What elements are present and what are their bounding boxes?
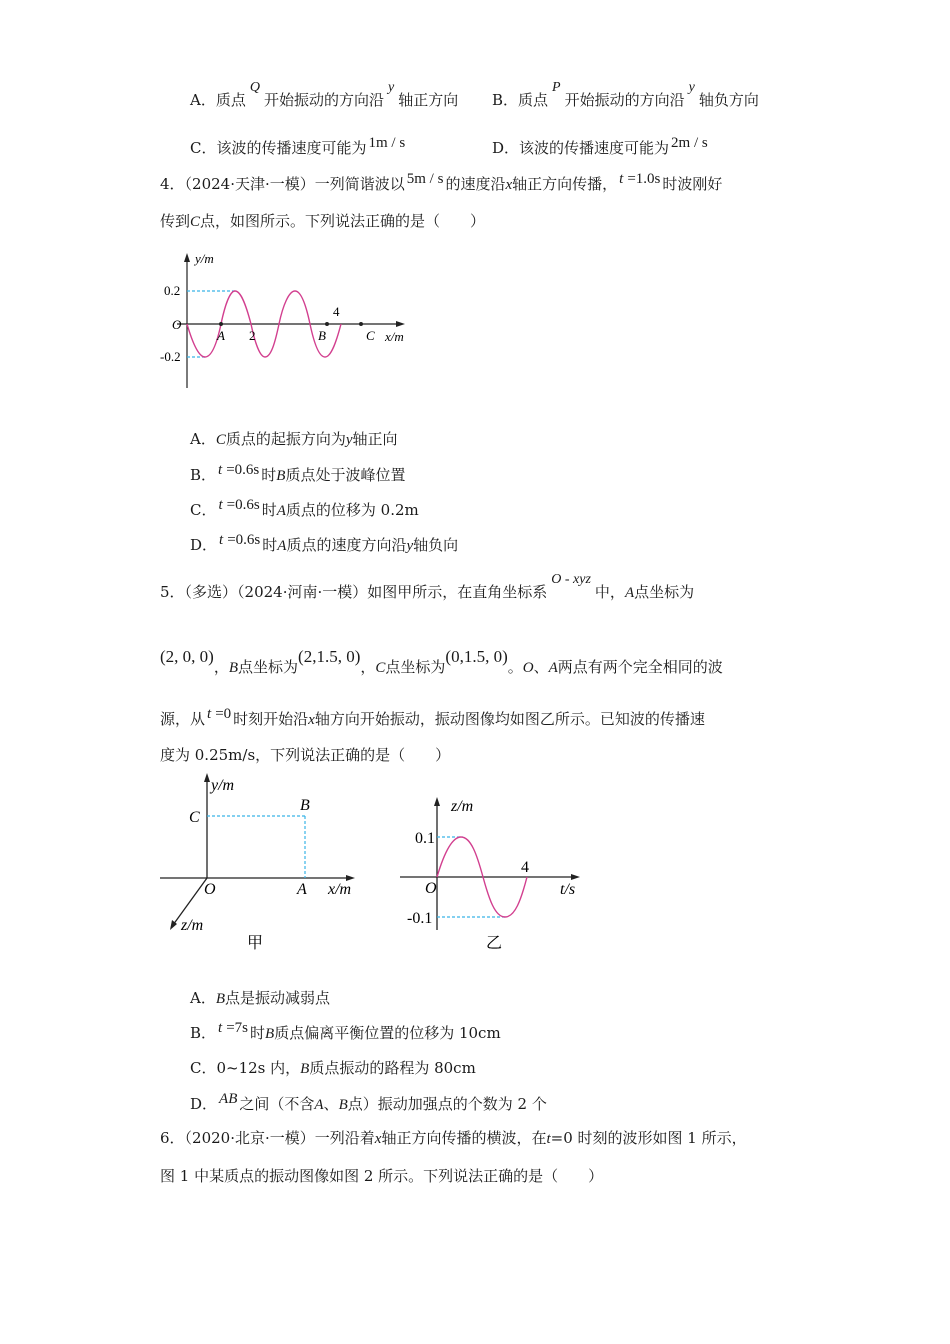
q5-figure-jia <box>155 770 370 955</box>
q3-option-c: C．该波的传播速度可能为 1m / s <box>190 135 406 157</box>
q4-stem-line2: 传到C点，如图所示。下列说法正确的是（ ） <box>160 212 486 230</box>
y-tick-pos: 0.2 <box>164 283 181 298</box>
point-c-label: C <box>366 328 375 343</box>
x-tick-4: 4 <box>333 304 340 319</box>
point-a-label: A <box>217 328 225 343</box>
y-tick-neg: -0.2 <box>160 349 181 364</box>
y-tick-pos: 0.1 <box>415 830 435 847</box>
z-axis-label: z/m <box>181 917 204 934</box>
caption-jia: 甲 <box>247 935 264 952</box>
q4-option-a: A．C质点的起振方向为y轴正向 <box>190 430 398 448</box>
q5-option-d: D． AB 之间（不含A、B点）振动加强点的个数为 2 个 <box>190 1091 547 1113</box>
caption-yi: 乙 <box>486 935 503 952</box>
q5-stem-line1: 5．（多选）（2024·河南·一模）如图甲所示，在直角坐标系O - xyz中，A点坐标为 <box>160 572 695 601</box>
q6-stem-line2: 图 1 中某质点的振动图像如图 2 所示。下列说法正确的是（ ） <box>160 1167 604 1185</box>
x-tick-2: 2 <box>249 328 256 343</box>
y-axis-label: y/m <box>195 251 214 266</box>
q3-option-d: D．该波的传播速度可能为 2m / s <box>492 135 708 157</box>
q5-figure-yi <box>395 790 590 955</box>
q5-option-b: B． t =7s 时B质点偏离平衡位置的位移为 10cm <box>190 1020 501 1042</box>
y-axis-label: y/m <box>211 777 235 794</box>
point-b-label: B <box>318 328 326 343</box>
q5-stem-line4: 度为 0.25m/s，下列说法正确的是（ ） <box>160 746 451 764</box>
q5-option-a: A．B点是振动减弱点 <box>190 989 331 1007</box>
q5-stem-line3: 源，从 t =0 时刻开始沿x轴方向开始振动，振动图像均如图乙所示。已知波的传播速 <box>160 706 705 728</box>
x-axis-label: x/m <box>328 881 352 898</box>
z-axis-label: z/m <box>451 798 474 815</box>
q3-option-a: A．质点Q开始振动的方向沿y轴正方向 <box>190 80 459 109</box>
q4-option-c: C． t =0.6s 时A质点的位移为 0.2m <box>190 497 419 519</box>
q4-option-b: B． t =0.6s 时B质点处于波峰位置 <box>190 462 406 484</box>
origin-label: O <box>425 880 437 897</box>
origin-label: O <box>204 881 216 898</box>
q5-option-c: C．0~12s 内，B质点振动的路程为 80cm <box>190 1059 476 1077</box>
q4-wave-figure <box>155 248 425 393</box>
point-c-label: C <box>189 809 200 826</box>
q5-stem-line2: (2, 0, 0)，B点坐标为(2,1.5, 0)，C点坐标为(0,1.5, 0)。O、A两点有两个完全相同的波 <box>160 647 723 676</box>
y-tick-neg: -0.1 <box>407 910 433 927</box>
origin-label: O <box>172 317 182 332</box>
q3-option-b: B．质点P开始振动的方向沿y轴负方向 <box>492 80 759 109</box>
x-tick-4: 4 <box>521 859 529 876</box>
point-a-label: A <box>297 881 307 898</box>
q4-stem-line1: 4．（2024·天津·一模）一列简谐波以 5m / s 的速度沿x轴正方向传播， t =1.0s 时波刚好 <box>160 171 723 193</box>
q4-option-d: D． t =0.6s 时A质点的速度方向沿y轴负向 <box>190 532 459 554</box>
x-axis-label: x/m <box>385 329 404 344</box>
point-b-label: B <box>300 797 310 814</box>
q6-stem-line1: 6．（2020·北京·一模）一列沿着x轴正方向传播的横波，在t=0 时刻的波形如图 1 所示， <box>160 1129 747 1147</box>
x-axis-label: t/s <box>560 881 576 898</box>
